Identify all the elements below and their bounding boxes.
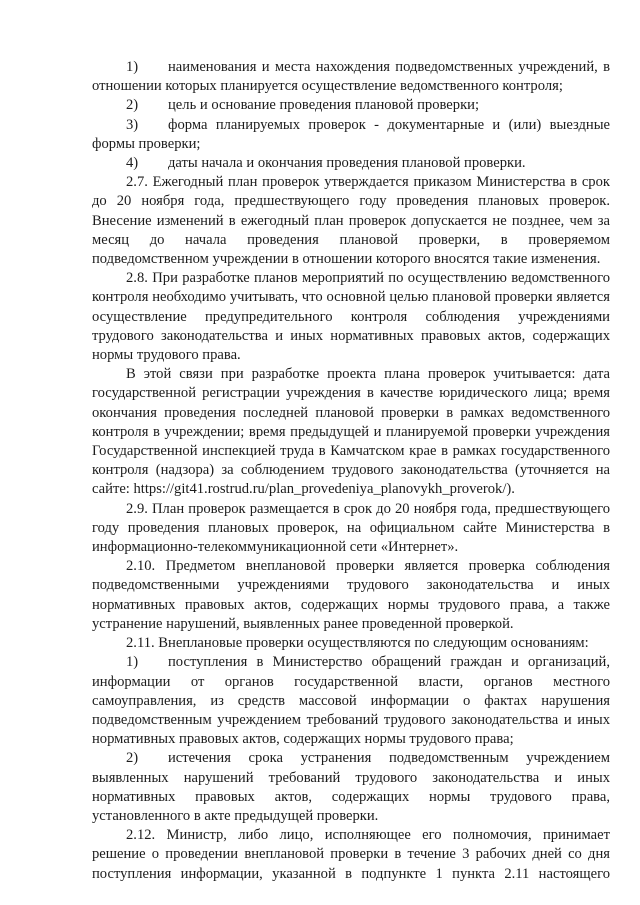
list-item [92, 749, 610, 826]
document-page [92, 58, 610, 884]
list-item [92, 58, 610, 96]
list-text: истечения срока устранения подведомственным учреждением выявленных нарушений требований трудового законодательства и иных нормативных правовых актов, содержащих нормы трудового права, установленного в акте предыдущей проверки. [92, 750, 610, 824]
list-item [92, 116, 610, 154]
list-text: форма планируемых проверок - документарные и (или) выездные формы проверки; [92, 116, 610, 152]
paragraph-2-11: 2.11. Внеплановые проверки осуществляются по следующим основаниям: [126, 635, 589, 652]
paragraph-2-7: 2.7. Ежегодный план проверок утверждается приказом Министерства в срок до 20 ноября года, предшествующего году проведения плановых проверок. Внесение изменений в ежегодный план проверок допускается не позднее, чем за месяц до начала проведения плановой проверки, в проверяемом подведомственном учреждении в отношении которого вносятся такие изменения. [92, 174, 610, 268]
list-item [92, 653, 610, 749]
list-number: 1) [126, 59, 139, 75]
paragraph-2-9: 2.9. План проверок размещается в срок до 20 ноября года, предшествующего году проведения плановых проверок, на официальном сайте Министерства в информационно-телекоммуникационной сети «Интернет». [92, 500, 610, 556]
paragraph-plan-criteria: В этой связи при разработке проекта плана проверок учитывается: дата государственной регистрации учреждения в качестве юридического лица; время окончания проведения последней плановой проверки в рамках ведомственного контроля в учреждении; время предыдущей и планируемой проверки учреждения Государственной инспекцией труда в Камчатском крае в рамках государственного контроля (надзора) за соблюдением трудового законодательства (уточняется на сайте: https://git41.rostrud.ru/plan_provedeniya_planovykh_proverok/). [92, 366, 610, 498]
paragraph-2-12: 2.12. Министр, либо лицо, исполняющее его полномочия, принимает решение о проведении внеплановой проверки в течение 3 рабочих дней со дня поступления информации, указанной в подпункте 1 пункта 2.11 настоящего [92, 827, 610, 882]
list-number: 4) [126, 155, 139, 172]
list-text: даты начала и окончания проведения плановой проверки. [168, 155, 526, 172]
list-item [92, 96, 610, 115]
list-number: 1) [126, 654, 139, 671]
paragraph-2-8: 2.8. При разработке планов мероприятий по осуществлению ведомственного контроля необходимо учитывать, что основной целью плановой проверки является осуществление предупредительного контроля соблюдения учреждениями трудового законодательства и иных нормативных правовых актов, содержащих нормы трудового права. [92, 270, 610, 364]
list-text: поступления в Министерство обращений граждан и организаций, информации от органов государственной власти, органов местного самоуправления, из средств массовой информации о фактах нарушения подведомственным учреждением требований трудового законодательства и иных нормативных правовых актов, содержащих нормы трудового права; [92, 654, 610, 748]
list-number: 3) [126, 116, 139, 133]
list-text: цель и основание проведения плановой проверки; [168, 97, 480, 114]
list-text: наименования и места нахождения подведомственных учреждений, в отношении которых планируется осуществление ведомственного контроля; [92, 59, 610, 95]
list-number: 2) [126, 750, 139, 767]
list-number: 2) [126, 97, 139, 114]
paragraph-2-10: 2.10. Предметом внеплановой проверки является проверка соблюдения подведомственными учреждениями трудового законодательства и иных нормативных правовых актов, содержащих нормы трудового права, а также устранение нарушений, выявленных ранее проведенной проверкой. [92, 558, 610, 632]
list-item [92, 154, 610, 173]
